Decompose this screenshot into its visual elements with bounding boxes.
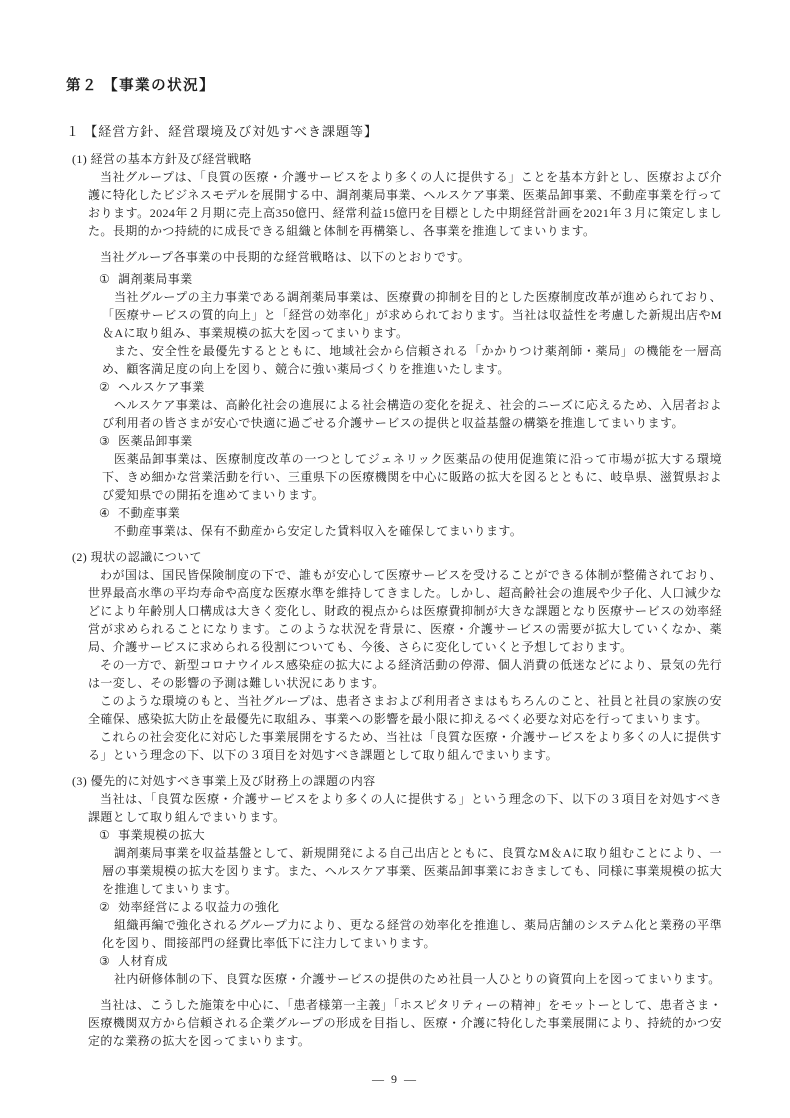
- paragraph: 当社グループは、「良質の医療・介護サービスをより多くの人に提供する」ことを基本方針とし、医療および介護に特化したビジネスモデルを展開する中、調剤薬局事業、ヘルスケア事業、医薬品卸事業、不動産事業を行っております。2024年２月期に売上高350億円、経常利益15億円を目標とした中期経営計画を2021年３月に策定しました。長期的かつ持続的に成長できる組織と体制を再構築し、各事業を推進してまいります。: [88, 170, 722, 238]
- item-title-text: 調剤薬局事業: [118, 272, 193, 286]
- item-title: [99, 270, 722, 288]
- numbered-item-wholesale: [99, 432, 722, 504]
- numbered-item-talent: [99, 952, 722, 988]
- item-title: [99, 826, 722, 844]
- numbered-item-list: [99, 270, 722, 540]
- item-title-text: 効率経営による収益力の強化: [118, 900, 280, 914]
- paragraph: 当社は、「良質な医療・介護サービスをより多くの人に提供する」という理念の下、以下の３項目を対処すべき課題として取り組んでまいります。: [88, 792, 722, 824]
- item-title: [99, 432, 722, 450]
- item-title: [99, 504, 722, 522]
- item-number: ④: [99, 506, 111, 520]
- item-title: [99, 898, 722, 916]
- subsection-2-title: (2) 現状の認識について: [72, 550, 202, 564]
- numbered-item-scale-expansion: [99, 826, 722, 898]
- item-number: ③: [99, 954, 111, 968]
- page-number: ― 9 ―: [372, 1072, 418, 1086]
- closing-paragraph: 当社は、こうした施策を中心に、「患者様第一主義」「ホスピタリティーの精神」をモットーとして、患者さま・医療機関双方から信頼される企業グループの形成を目指し、医療・介護に特化した事業展開により、持続的かつ安定的な業務の拡大を図ってまいります。: [88, 998, 722, 1048]
- item-title: [99, 952, 722, 970]
- subsection-3-title: (3) 優先的に対処すべき事業上及び財務上の課題の内容: [72, 774, 376, 788]
- item-title-text: ヘルスケア事業: [118, 380, 205, 394]
- paragraph: 医薬品卸事業は、医療制度改革の一つとしてジェネリック医薬品の使用促進策に沿って市場が拡大する環境下、きめ細かな営業活動を行い、三重県下の医療機関を中心に販路の拡大を図るとともに、岐阜県、滋賀県および愛知県での開拓を進めてまいります。: [102, 452, 723, 502]
- numbered-item-list: [99, 826, 722, 988]
- paragraph: また、安全性を最優先するとともに、地域社会から信頼される「かかりつけ薬剤師・薬局」の機能を一層高め、顧客満足度の向上を図り、競合に強い薬局づくりを推進いたします。: [102, 344, 722, 376]
- numbered-item-efficiency: [99, 898, 722, 952]
- item-title: [99, 378, 722, 396]
- paragraph: わが国は、国民皆保険制度の下で、誰もが安心して医療サービスを受けることができる体制が整備されており、世界最高水準の平均寿命や高度な医療水準を維持してきました。しかし、超高齢社会の進展や少子化、人口減少などにより年齢別人口構成は大きく変化し、財政的視点からは医療費抑制が大きな課題となり医療サービスの効率経営が求められることになります。このような状況を背景に、医療・介護サービスの需要が拡大していくなか、薬局、介護サービスに求められる役割についても、今後、さらに変化していくと予想しております。: [88, 568, 722, 654]
- subsection-1-title: (1) 経営の基本方針及び経営戦略: [72, 152, 252, 166]
- chapter-heading: 第２ 【事業の状況】: [66, 78, 216, 94]
- paragraph: 組織再編で強化されるグループ力により、更なる経営の効率化を推進し、薬局店舗のシステム化と業務の平準化を図り、間接部門の経費比率低下に注力してまいります。: [102, 918, 722, 950]
- subsection-basic-policy: [66, 150, 722, 540]
- paragraph: 社内研修体制の下、良質な医療・介護サービスの提供のため社員一人ひとりの資質向上を図ってまいります。: [114, 972, 721, 986]
- item-title-text: 医薬品卸事業: [118, 434, 193, 448]
- paragraph: 当社グループの主力事業である調剤薬局事業は、医療費の抑制を目的とした医療制度改革が進められており、「医療サービスの質的向上」と「経営の効率化」が求められております。当社は収益性を考慮した新規出店やM＆Aに取り組み、事業規模の拡大を図ってまいります。: [102, 290, 722, 340]
- paragraph: 不動産事業は、保有不動産から安定した賃料収入を確保してまいります。: [114, 524, 523, 538]
- subsection-current-situation: [66, 548, 722, 764]
- page-content: [66, 76, 722, 1050]
- numbered-item-pharmacy: [99, 270, 722, 378]
- paragraph: その一方で、新型コロナウイルス感染症の拡大による経済活動の停滞、個人消費の低迷などにより、景気の先行は一変し、その影響の予測は難しい状況にあります。: [88, 658, 722, 690]
- paragraph: このような環境のもと、当社グループは、患者さまおよび利用者さまはもちろんのこと、社員と社員の家族の安全確保、感染拡大防止を最優先に取組み、事業への影響を最小限に抑えるべく必要な対応を行ってまいります。: [88, 694, 722, 726]
- item-number: ①: [99, 828, 111, 842]
- paragraph: これらの社会変化に対応した事業展開をするため、当社は「良質な医療・介護サービスをより多くの人に提供する」という理念の下、以下の３項目を対処すべき課題として取り組んでまいります。: [88, 730, 722, 762]
- subsection-priority-issues: [66, 772, 722, 1050]
- item-number: ③: [99, 434, 111, 448]
- numbered-item-healthcare: [99, 378, 722, 432]
- numbered-item-realestate: [99, 504, 722, 540]
- item-title-text: 人材育成: [118, 954, 168, 968]
- paragraph: 調剤薬局事業を収益基盤として、新規開発による自己出店とともに、良質なM＆Aに取り組むことにより、一層の事業規模の拡大を図ります。また、ヘルスケア事業、医薬品卸事業におきましても、同様に事業規模の拡大を推進してまいります。: [102, 846, 722, 896]
- item-number: ②: [99, 380, 111, 394]
- item-number: ②: [99, 900, 111, 914]
- item-title-text: 不動産事業: [118, 506, 181, 520]
- item-number: ①: [99, 272, 111, 286]
- item-title-text: 事業規模の拡大: [118, 828, 205, 842]
- paragraph: ヘルスケア事業は、高齢化社会の進展による社会構造の変化を捉え、社会的ニーズに応えるため、入居者および利用者の皆さまが安心で快適に過ごせる介護サービスの提供と収益基盤の構築を推進してまいります。: [102, 398, 722, 430]
- section-heading: １ 【経営方針、経営環境及び対処すべき課題等】: [66, 124, 378, 139]
- paragraph: 当社グループ各事業の中長期的な経営戦略は、以下のとおりです。: [100, 250, 471, 264]
